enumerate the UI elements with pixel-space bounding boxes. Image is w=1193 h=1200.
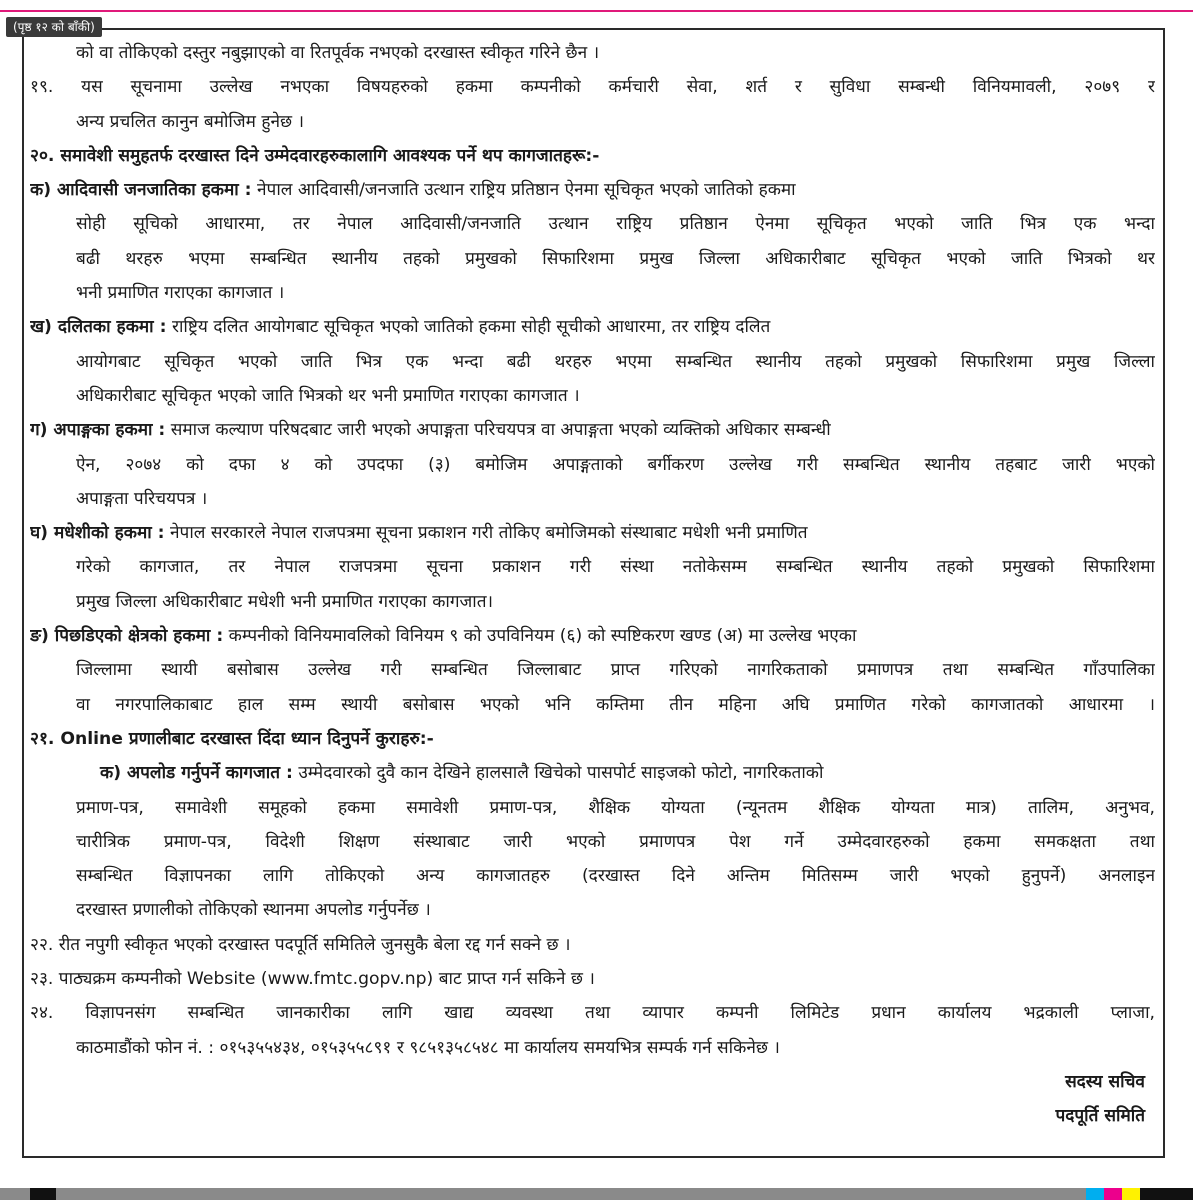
- text-span: समाज कल्याण परिषदबाट जारी भएको अपाङ्गता परिचयपत्र वा अपाङ्गता भएको व्यक्तिको अधिकार सम्बन्धी: [170, 420, 831, 441]
- text-line: प्रमुख जिल्ला अधिकारीबाट मधेशी भनी प्रमाणित गराएका कागजात।: [76, 591, 494, 612]
- text-span: राष्ट्रिय दलित आयोगबाट सूचिकृत भएको जातिको हकमा सोही सूचीको आधारमा, तर राष्ट्रिय दलित: [171, 317, 771, 338]
- text-line: आयोगबाट सूचिकृत भएको जाति भित्र एक भन्दा बढी थरहरु भएमा सम्बन्धित स्थानीय तहको प्रमुखको सिफारिशमा प्रमुख जिल्ला: [76, 351, 1155, 372]
- bar-segment: [56, 1188, 1086, 1200]
- section-heading: २०. समावेशी समुहतर्फ दरखास्त दिने उम्मेदवारहरुकालागि आवश्यक पर्ने थप कागजातहरू:-: [30, 145, 600, 166]
- sub-heading: ङ) पिछडिएको क्षेत्रको हकमा :: [30, 626, 224, 647]
- text-line: [30, 756, 1155, 790]
- bar-segment: [1122, 1188, 1140, 1200]
- text-line: दरखास्त प्रणालीको तोकिएको स्थानमा अपलोड गर्नुपर्नेछ ।: [76, 900, 431, 921]
- text-line: चारीत्रिक प्रमाण-पत्र, विदेशी शिक्षण संस्थाबाट जारी भएको प्रमाणपत्र पेश गर्ने उम्मेदवारहरुको हकमा समकक्षता तथा: [76, 831, 1155, 852]
- text-line: सोही सूचिको आधारमा, तर नेपाल आदिवासी/जनजाति उत्थान राष्ट्रिय प्रतिष्ठान ऐनमा सूचिकृत भएको जाति भित्र एक भन्दा: [76, 214, 1155, 235]
- text-line: अन्य प्रचलित कानुन बमोजिम हुनेछ ।: [76, 111, 305, 132]
- print-color-bar: [0, 1188, 1193, 1200]
- bar-segment: [30, 1188, 56, 1200]
- text-line: २२. रीत नपुगी स्वीकृत भएको दरखास्त पदपूर्ति समितिले जुनसुकै बेला रद्द गर्न सक्ने छ ।: [30, 934, 571, 955]
- text-line: को वा तोकिएको दस्तुर नबुझाएको वा रितपूर्वक नभएको दरखास्त स्वीकृत गरिने छैन ।: [76, 43, 600, 63]
- sub-heading: क) आदिवासी जनजातिका हकमा :: [30, 180, 252, 201]
- text-line: २३. पाठ्यक्रम कम्पनीको Website (www.fmtc.gopv.np) बाट प्राप्त गर्न सकिने छ ।: [30, 969, 595, 990]
- text-line: वा नगरपालिकाबाट हाल सम्म स्थायी बसोबास भएको भनि कम्तिमा तीन महिना अघि प्रमाणित गरेको कागजातको आधारमा ।: [76, 694, 1155, 715]
- text-line: भनी प्रमाणित गराएका कागजात ।: [76, 283, 285, 304]
- text-span: नेपाल आदिवासी/जनजाति उत्थान राष्ट्रिय प्रतिष्ठान ऐनमा सूचिकृत भएको जातिको हकमा: [257, 180, 796, 201]
- text-line: अधिकारीबाट सूचिकृत भएको जाति भित्रको थर भनी प्रमाणित गराएका कागजात ।: [76, 385, 580, 406]
- text-line: प्रमाण-पत्र, समावेशी समूहको हकमा समावेशी प्रमाण-पत्र, शैक्षिक योग्यता (न्यूनतम शैक्षिक योग्यता मात्र) तालिम, अनुभव,: [76, 797, 1155, 818]
- continued-from-tag: (पृष्ठ १२ को बाँकी): [6, 17, 102, 37]
- text-line: [30, 413, 1155, 447]
- text-line: [30, 173, 1155, 207]
- signatory-title: सदस्य सचिव: [1065, 1071, 1145, 1092]
- text-line: ऐन, २०७४ को दफा ४ को उपदफा (३) बमोजिम अपाङ्गताको बर्गीकरण उल्लेख गरी सम्बन्धित स्थानीय तहबाट जारी भएको: [76, 454, 1155, 475]
- top-rule: [0, 10, 1193, 12]
- text-line: सम्बन्धित विज्ञापनका लागि तोकिएको अन्य कागजातहरु (दरखास्त दिने अन्तिम मितिसम्म जारी भएको हुनुपर्ने) अनलाइन: [76, 866, 1155, 887]
- sub-heading: क) अपलोड गर्नुपर्ने कागजात :: [100, 763, 293, 784]
- bar-segment: [0, 1188, 30, 1200]
- bar-segment: [1086, 1188, 1104, 1200]
- text-line: [30, 619, 1155, 653]
- text-span: कम्पनीको विनियमावलिको विनियम ९ को उपविनियम (६) को स्पष्टिकरण खण्ड (अ) मा उल्लेख भएका: [228, 626, 857, 647]
- sub-heading: ख) दलितका हकमा :: [30, 317, 167, 338]
- sub-heading: ग) अपाङ्गका हकमा :: [30, 420, 166, 441]
- signatory-committee: पदपूर्ति समिति: [1055, 1106, 1145, 1127]
- text-line: [30, 310, 1155, 344]
- text-line: गरेको कागजात, तर नेपाल राजपत्रमा सूचना प्रकाशन गरी संस्था नतोकेसम्म सम्बन्धित स्थानीय तहको प्रमुखको सिफारिशमा: [76, 557, 1155, 578]
- section-heading: २१. Online प्रणालीबाट दरखास्त दिंदा ध्यान दिनुपर्ने कुराहरु:-: [30, 728, 434, 749]
- text-line: बढी थरहरु भएमा सम्बन्धित स्थानीय तहको प्रमुखको सिफारिशमा प्रमुख जिल्ला अधिकारीबाट सूचिकृत भएको जाति भित्रको थर: [76, 248, 1155, 269]
- bar-segment: [1104, 1188, 1122, 1200]
- sub-heading: घ) मधेशीको हकमा :: [30, 523, 165, 544]
- notice-body: [30, 36, 1155, 1134]
- text-span: नेपाल सरकारले नेपाल राजपत्रमा सूचना प्रकाशन गरी तोकिए बमोजिमको संस्थाबाट मधेशी भनी प्रमाणित: [170, 523, 808, 544]
- bar-segment: [1140, 1188, 1193, 1200]
- text-line: अपाङ्गता परिचयपत्र ।: [76, 488, 208, 509]
- text-line: २४. विज्ञापनसंग सम्बन्धित जानकारीका लागि खाद्य व्यवस्था तथा व्यापार कम्पनी लिमिटेड प्रधान कार्यालय भद्रकाली प्लाजा,: [30, 1003, 1155, 1024]
- text-line: १९. यस सूचनामा उल्लेख नभएका विषयहरुको हकमा कम्पनीको कर्मचारी सेवा, शर्त र सुविधा सम्बन्धी विनियमावली, २०७९ र: [30, 77, 1155, 98]
- text-line: [30, 516, 1155, 550]
- text-line: काठमाडौंको फोन नं. : ०१५३५५४३४, ०१५३५५८९१ र ९८५१३५८५४८ मा कार्यालय समयभित्र सम्पर्क गर्न सकिनेछ ।: [76, 1037, 780, 1058]
- text-line: जिल्लामा स्थायी बसोबास उल्लेख गरी सम्बन्धित जिल्लाबाट प्राप्त गरिएको नागरिकताको प्रमाणपत्र तथा सम्बन्धित गाँउपालिका: [76, 660, 1155, 681]
- text-span: उम्मेदवारको दुवै कान देखिने हालसालै खिचेको पासपोर्ट साइजको फोटो, नागरिकताको: [298, 763, 824, 784]
